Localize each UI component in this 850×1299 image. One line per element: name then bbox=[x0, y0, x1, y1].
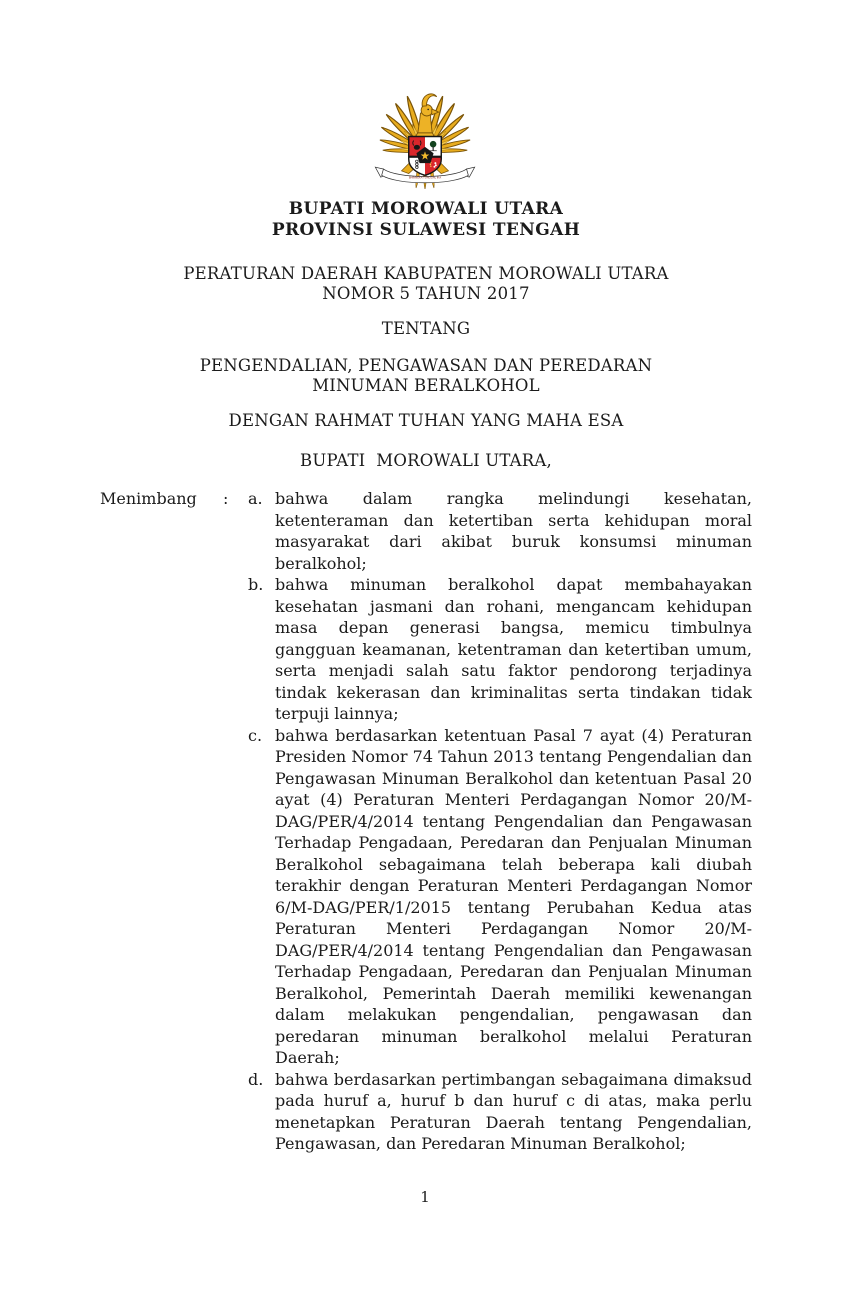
letterhead bbox=[100, 199, 752, 241]
item-marker: d. bbox=[248, 1069, 264, 1089]
tentang-label: TENTANG bbox=[381, 319, 471, 338]
menimbang-items bbox=[248, 488, 752, 1155]
item-text: bahwa dalam rangka melindungi kesehatan, ketenteraman dan ketertiban serta kehidupan moral masyarakat dari akibat buruk konsumsi minuman beralkohol; bbox=[275, 489, 752, 573]
item-marker: b. bbox=[248, 575, 264, 594]
letterhead-line2: PROVINSI SULAWESI TENGAH bbox=[271, 220, 581, 240]
enacting-official: BUPATI MOROWALI UTARA, bbox=[300, 451, 552, 470]
item-marker: c. bbox=[248, 725, 263, 745]
menimbang-item-a bbox=[248, 488, 752, 574]
pancasila-shield bbox=[407, 135, 443, 177]
motto-text: BHINNEKA TUNGGAL IKA bbox=[408, 176, 442, 180]
regulation-title bbox=[100, 264, 752, 304]
page-number: 1 bbox=[420, 1188, 430, 1206]
garuda-eye bbox=[427, 109, 429, 111]
letterhead-line1: BUPATI MOROWALI UTARA bbox=[288, 199, 564, 219]
menimbang-section bbox=[100, 488, 752, 1155]
item-text: bahwa minuman beralkohol dapat membahayakan kesehatan jasmani dan rohani, mengancam kehidupan masa depan generasi bangsa, memicu timbulnya gangguan keamanan, ketentraman dan ketertiban umum, serta menjadi salah satu faktor pendorong terjadinya tindak kekerasan dan kriminalitas serta tindakan tidak terpuji lainnya; bbox=[275, 575, 752, 723]
regulation-title-line1: PERATURAN DAERAH KABUPATEN MOROWALI UTARA bbox=[183, 264, 669, 283]
item-text: bahwa berdasarkan ketentuan Pasal 7 ayat (4) Peraturan Presiden Nomor 74 Tahun 2013 tentang Pengendalian dan Pengawasan Minuman Beralkohol dan ketentuan Pasal 20 ayat (4) Peraturan Menteri Perdagangan Nomor 20/M-DAG/PER/4/2014 tentang Pengendalian dan Pengawasan Terhadap Pengadaan, Peredaran dan Penjualan Minuman Beralkohol sebagaimana telah beberapa kali diubah terakhir dengan Peraturan Menteri Perdagangan Nomor 6/M-DAG/PER/1/2015 tentang Perubahan Kedua atas Peraturan Menteri Perdagangan Nomor 20/M-DAG/PER/4/2014 tentang Pengendalian dan Pengawasan Terhadap Pengadaan, Peredaran dan Penjualan Minuman Beralkohol, Pemerintah Daerah memiliki kewenangan dalam melakukan pengendalian, pengawasan dan peredaran minuman beralkohol melalui Peraturan Daerah; bbox=[275, 725, 752, 1067]
garuda-pancasila-icon bbox=[369, 84, 481, 189]
subject-line2: MINUMAN BERALKOHOL bbox=[312, 376, 540, 395]
invocation-line: DENGAN RAHMAT TUHAN YANG MAHA ESA bbox=[228, 411, 624, 430]
item-marker: a. bbox=[248, 489, 263, 508]
garuda-pancasila-emblem bbox=[369, 84, 481, 189]
menimbang-item-d bbox=[248, 1069, 752, 1155]
menimbang-colon: : bbox=[223, 489, 229, 508]
subject-line1: PENGENDALIAN, PENGAWASAN DAN PEREDARAN bbox=[199, 356, 653, 375]
menimbang-item-b bbox=[248, 574, 752, 725]
item-text: bahwa berdasarkan pertimbangan sebagaimana dimaksud pada huruf a, huruf b dan huruf c di atas, maka perlu menetapkan Peraturan Daerah tentang Pengendalian, Pengawasan, dan Peredaran Minuman Beralkohol; bbox=[275, 1069, 752, 1153]
menimbang-label: Menimbang bbox=[100, 489, 197, 508]
menimbang-item-c bbox=[248, 725, 752, 1069]
regulation-number: NOMOR 5 TAHUN 2017 bbox=[322, 284, 530, 303]
regulation-subject bbox=[100, 356, 752, 396]
